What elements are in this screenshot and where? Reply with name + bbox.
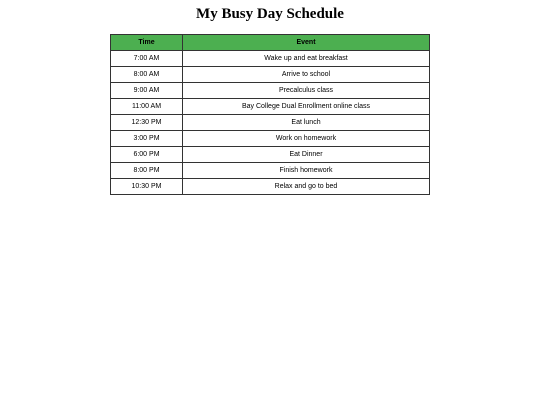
event-cell: Relax and go to bed	[183, 179, 430, 195]
time-cell: 8:00 PM	[111, 163, 183, 179]
time-cell: 10:30 PM	[111, 179, 183, 195]
time-cell: 6:00 PM	[111, 147, 183, 163]
event-cell: Bay College Dual Enrollment online class	[183, 99, 430, 115]
event-cell: Work on homework	[183, 131, 430, 147]
page-title: My Busy Day Schedule	[196, 6, 344, 22]
schedule-table	[110, 34, 430, 195]
table-row	[111, 115, 430, 131]
event-cell: Eat lunch	[183, 115, 430, 131]
time-cell: 11:00 AM	[111, 99, 183, 115]
table-row	[111, 163, 430, 179]
table-row	[111, 51, 430, 67]
table-row	[111, 67, 430, 83]
table-row	[111, 147, 430, 163]
table-row	[111, 83, 430, 99]
table-row	[111, 99, 430, 115]
time-cell: 8:00 AM	[111, 67, 183, 83]
event-cell: Arrive to school	[183, 67, 430, 83]
time-cell: 7:00 AM	[111, 51, 183, 67]
time-cell: 9:00 AM	[111, 83, 183, 99]
event-cell: Eat Dinner	[183, 147, 430, 163]
time-cell: 3:00 PM	[111, 131, 183, 147]
event-cell: Wake up and eat breakfast	[183, 51, 430, 67]
column-header-time: Time	[111, 35, 183, 51]
event-cell: Precalculus class	[183, 83, 430, 99]
table-header-row	[111, 35, 430, 51]
table-row	[111, 131, 430, 147]
column-header-event: Event	[183, 35, 430, 51]
table-row	[111, 179, 430, 195]
time-cell: 12:30 PM	[111, 115, 183, 131]
event-cell: Finish homework	[183, 163, 430, 179]
